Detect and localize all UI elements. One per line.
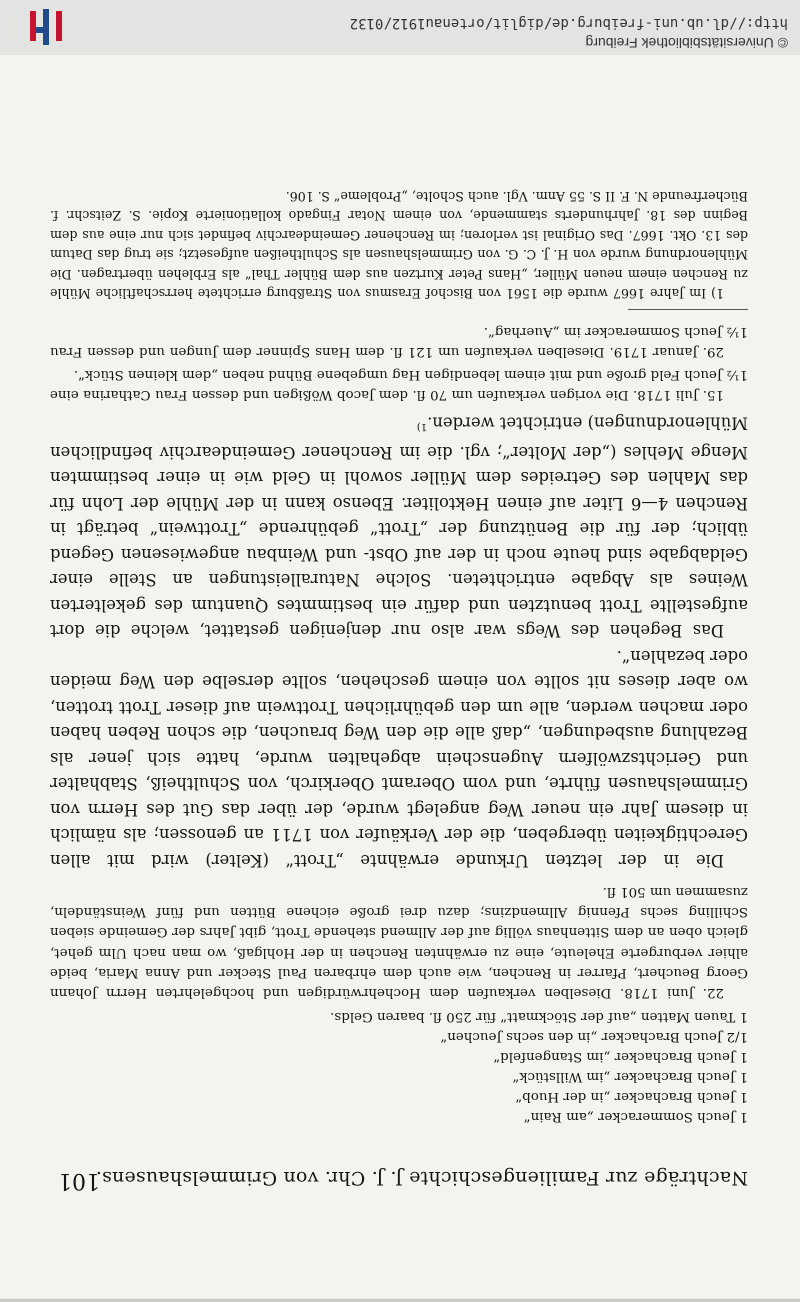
body-text <box>50 186 748 1126</box>
footnote <box>50 186 748 304</box>
body-paragraph: Die in der letzten Urkunde erwähnte „Trott“ (Kelter) wird mit allen Gerechtigkeiten übergeben, die der Verkäufer von 1711 an genossen; als nämlich in diesem Jahr ein neuer Weg angelegt wurde, der über das Gut des Herrn von Grimmelshausen führte, und vom Oberamt Oberkirch, von Schultheiß, Stabhalter und Gerichtszwölfern Augenschein abgehalten wurde, hatte sich jener als Bezahlung ausbedungen, „daß alle die den Weg brauchen, die schon Reben haben oder machen werden, alle um den gebührlichen Trottwein auf dieser Trott trotten, wo aber dieses nit sollte von einem geschehen, sollte derselbe den Weg meiden oder bezahlen“. <box>50 646 748 870</box>
list-item: 1 Jeuch Brachacker „im Stangenfeld“ <box>493 1049 748 1064</box>
footer-bar <box>0 0 800 55</box>
entry-list <box>50 1006 748 1126</box>
deed-paragraph: 22. Juni 1718. Dieselben verkaufen dem Hochehrwürdigen und hochgelehrten Herrn Johann Georg Beuchert, Pfarrer in Renchen, wie auch dem ehrbaren Paul Stecker und Anna Maria, beide alhier verburgerte Eheleute, eine zu erwähnten Renchen in der Hohlgaß, wo man nach Ulm gehet, gleich oben an dem Sittenhaus völlig auf der Allmend stehende Trott, gibt Jahrs der Gemeinde sieben Schilling sechs Pfennig Allmendzins; dazu drei große eichene Bütten und fünf Weinständeln, zusammen um 501 fl. <box>50 883 748 1000</box>
library-logo-icon <box>26 7 66 47</box>
copyright-text: © Universitätsbibliothek Freiburg <box>585 35 788 51</box>
permalink[interactable]: http://dl.ub.uni-freiburg.de/diglit/ortenau1912/0132 <box>349 15 788 31</box>
footnote-text: 1) Im Jahre 1667 wurde die 1561 von Bischof Erasmus von Straßburg errichtete herrschaftliche Mühle zu Renchen einem neuen Müller, „Hans Peter Kurtzen aus dem Bühler Thal“ als Erblehen übertragen. Die Mühlenordnung wurde von H. J. C. G. von Grimmelshausen als Schultheißen aufgesetzt; sie trug das Datum des 13. Okt. 1667. Das Original ist verloren; im Renchener Gemeindearchiv befindet sich nur eine aus dem Beginn des 18. Jahrhunderts stammende, von einem Notar Fingado kollationierte Kopie. S. Zeitschr. f. Bücherfreunde N. F. II S. 55 Anm. Vgl. auch Scholte, „Probleme“ S. 106. <box>50 188 748 302</box>
body-paragraph <box>50 410 748 643</box>
page-number: 101 <box>58 1168 100 1193</box>
deed-entry <box>50 881 748 1002</box>
list-item: 1/2 Jeuch Brachacker „in den sechs Jeuchen“ <box>440 1029 748 1044</box>
deed-paragraph: 29. Januar 1719. Dieselben verkaufen um 121 fl. dem Hans Spinner dem Jungen und dessen Frau 1½ Jeuch Sommeracker im „Auerhag“. <box>50 323 748 359</box>
list-item: 1 Jeuch Sommeracker „am Rain“ <box>523 1109 748 1124</box>
scanned-page <box>0 55 800 1298</box>
list-item: 1 Tauen Matten „auf der Stöckmatt“ für 250 fl. baaren Gelds. <box>330 1009 748 1024</box>
footnote-ref: 1) <box>416 421 428 433</box>
list-item: 1 Jeuch Brachacker „im Willstück“ <box>512 1069 748 1084</box>
deed-paragraph: 15. Juli 1718. Die vorigen verkaufen um 70 fl. dem Jacob Wößigen und dessen Frau Catharina eine 1½ Jeuch Feld große und mit einem lebendigen Hag umgebene Bühnd neben „dem kleinen Stück“. <box>50 367 748 403</box>
paragraph-text: Das Begehen des Wegs war also nur denjenigen gestattet, welche die dort aufgestellte Trott benutzten und dafür ein bestimmtes Quantum des gekelterten Weines als Abgabe entrichteten. Solche Naturalleistungen an Stelle einer Geldabgabe sind heute noch in der auf Obst- und Weinbau angewiesenen Gegend üblich; der für die Benützung der „Trott“ gebührende „Trottwein“ beträgt in Renchen 4—6 Liter auf einen Hektoliter. Ebenso kann in der Mühle der Lohn für das Mahlen des Getreides dem Müller sowohl in Geld wie in einer bestimmten Menge Mehles („der Molter“; vgl. die im Renchener Gemeindearchiv befindlichen Mühlenordnungen) entrichtet werden. <box>50 413 748 641</box>
list-item: 1 Jeuch Brachacker „in der Huob“ <box>515 1089 748 1104</box>
deed-entries <box>50 321 748 405</box>
header-title: Nachträge zur Familiengeschichte J. J. Chr. von Grimmelshausens. <box>95 1167 748 1189</box>
footnote-divider <box>628 310 748 311</box>
running-header <box>58 1163 748 1193</box>
